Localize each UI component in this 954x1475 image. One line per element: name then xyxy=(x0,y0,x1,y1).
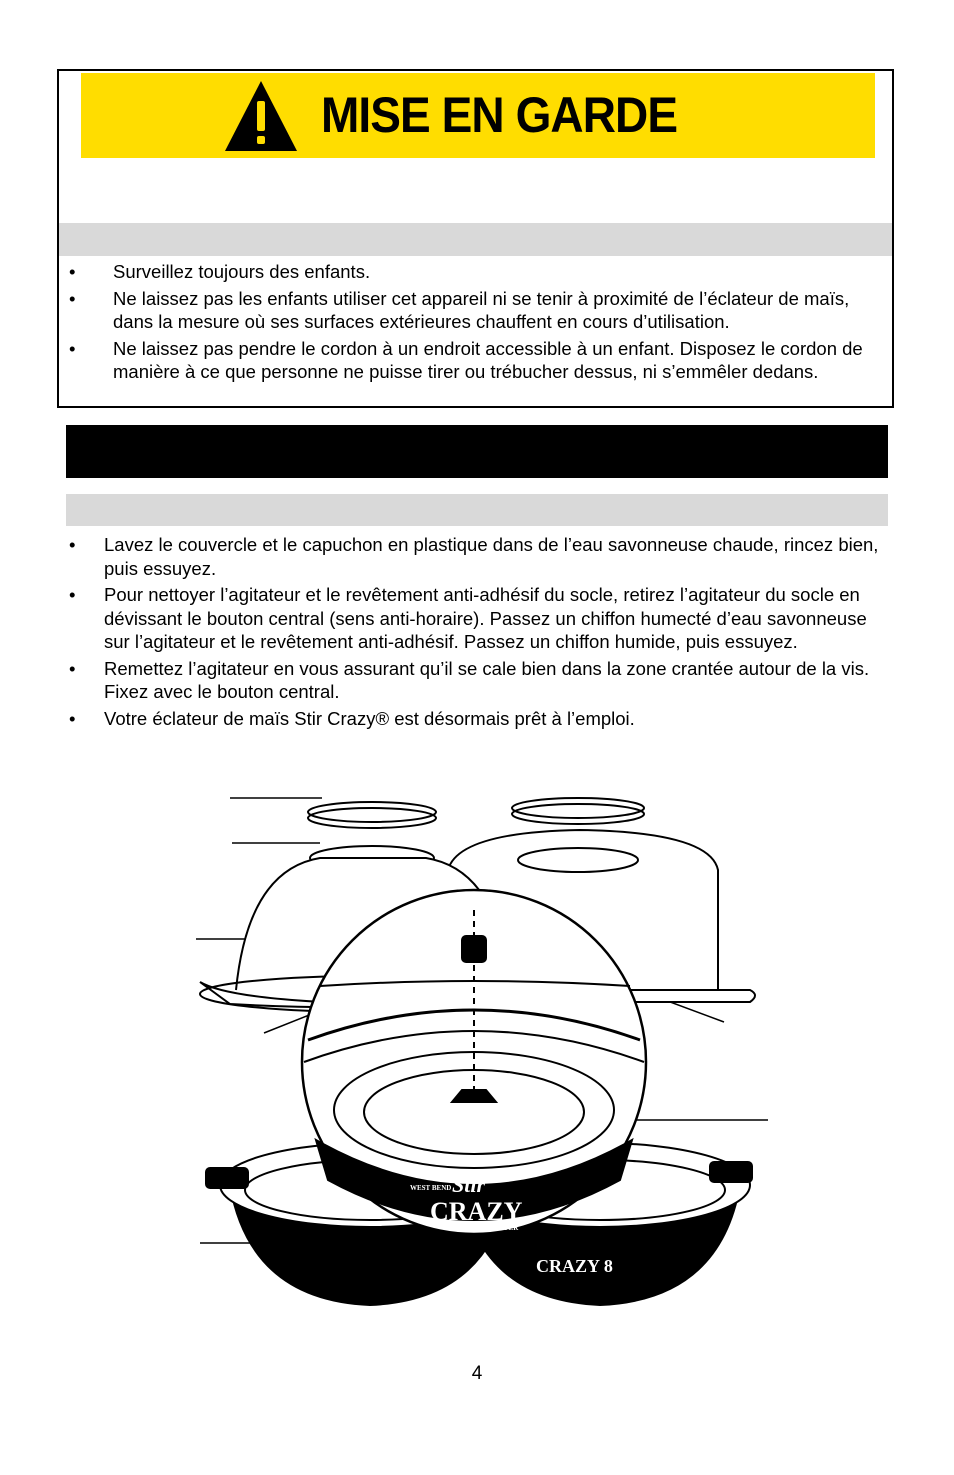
list-item: • Lavez le couvercle et le capuchon en plastique dans de l’eau savonneuse chaude, rincez bien, puis essuyez. xyxy=(69,534,879,579)
list-item: • Remettez l’agitateur en vous assurant qu’il se cale bien dans la zone crantée autour de la vis. Fixez avec le bouton central. xyxy=(69,657,870,702)
warning-subheading-band xyxy=(59,223,892,256)
brand-stir: Stir xyxy=(452,1172,486,1197)
list-item: • Surveillez toujours des enfants. xyxy=(69,261,371,282)
list-item: • Ne laissez pas les enfants utiliser cet appareil ni se tenir à proximité de l’éclateur de maïs, dans la mesure où ses surfaces extérieures chauffent en cours d’utilisation. xyxy=(69,287,850,332)
popper-parts-diagram xyxy=(190,790,780,1310)
page-number: 4 xyxy=(471,1363,483,1384)
warning-triangle-icon xyxy=(223,79,299,153)
warning-banner xyxy=(81,73,875,158)
warning-title: MISE EN GARDE xyxy=(321,87,678,143)
brand-crazy8: CRAZY 8 xyxy=(536,1256,613,1276)
cleaning-list xyxy=(58,533,888,733)
warning-list xyxy=(58,260,888,387)
list-item: • Votre éclateur de maïs Stir Crazy® est désormais prêt à l’emploi. xyxy=(69,707,635,729)
list-item: • Pour nettoyer l’agitateur et le revêtement anti-adhésif du socle, retirez l’agitateur du socle en dévissant le bouton central (sens anti-horaire). Passez un chiffon humecté d’eau savonneuse sur l’agitateur et le revêtement anti-adhésif. Passez un chiffon humide, puis essuyez. xyxy=(69,584,867,652)
brand-corn-popper: CORN POPPER xyxy=(468,1224,519,1232)
brand-west-bend: WEST BEND xyxy=(410,1184,452,1192)
brand-crazy: CRAZY xyxy=(430,1197,523,1226)
list-item: • Ne laissez pas pendre le cordon à un endroit accessible à un enfant. Disposez le cordon de manière à ce que personne ne puisse tirer ou trébucher dessus, ni s’emmêler dedans. xyxy=(69,337,863,382)
section-subheading-band xyxy=(66,494,888,526)
section-heading-bar xyxy=(66,425,888,478)
